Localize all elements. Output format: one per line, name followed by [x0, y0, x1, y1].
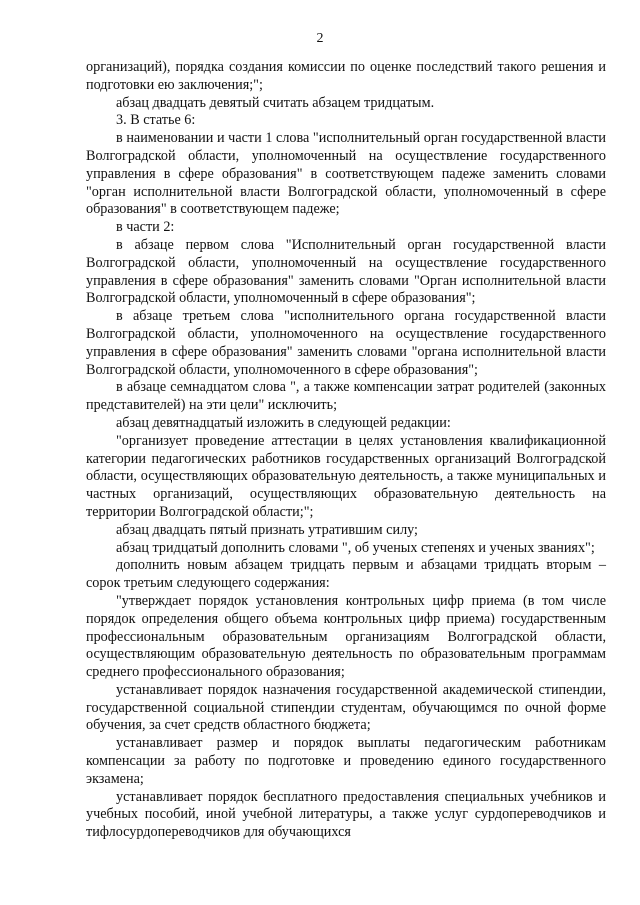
- paragraph-5: в части 2:: [116, 219, 175, 236]
- paragraph-8: в абзаце семнадцатом слова ", а также компенсации затрат родителей (законных представителей) на эти цели" исключить;: [86, 379, 606, 414]
- paragraph-12: абзац тридцатый дополнить словами ", об ученых степенях и ученых званиях";: [116, 539, 595, 556]
- paragraph-3: 3. В статье 6:: [116, 112, 196, 129]
- paragraph-10: "организует проведение аттестации в целях установления квалификационной категории педагогических работников государственных организаций Волгоградской области, осуществляющих образовательную деятельность, а также муниципальных и частных организаций, осуществляющих образовательную деятельность на территории Волгоградской области;";: [86, 432, 606, 520]
- document-body: [86, 59, 606, 842]
- paragraph-17: устанавливает порядок бесплатного предоставления специальных учебников и учебных пособий, иной учебной литературы, а также услуг сурдопереводчиков и тифлосурдопереводчиков для обучающихся: [86, 788, 606, 841]
- paragraph-9: абзац девятнадцатый изложить в следующей редакции:: [116, 414, 451, 431]
- paragraph-4: в наименовании и части 1 слова "исполнительный орган государственной власти Волгоградской области, уполномоченный на осуществление государственного управления в сфере образования" в соответствующем падеже заменить словами "орган исполнительной власти Волгоградской области, уполномоченный в сфере образования" в соответствующем падеже;: [86, 130, 606, 218]
- paragraph-7: в абзаце третьем слова "исполнительного органа государственной власти Волгоградской области, уполномоченного на осуществление государственного управления в сфере образования" заменить словами "органа исполнительной власти Волгоградской области, уполномоченного в сфере образования";: [86, 308, 606, 378]
- paragraph-11: абзац двадцать пятый признать утратившим силу;: [116, 521, 418, 538]
- paragraph-16: устанавливает размер и порядок выплаты педагогическим работникам компенсации за работу по подготовке и проведению единого государственного экзамена;: [86, 735, 606, 787]
- paragraph-2: абзац двадцать девятый считать абзацем тридцатым.: [116, 94, 435, 111]
- paragraph-15: устанавливает порядок назначения государственной академической стипендии, государственной социальной стипендии студентам, обучающимся по очной форме обучения, за счет средств областного бюджета;: [86, 681, 606, 734]
- paragraph-14: "утверждает порядок установления контрольных цифр приема (в том числе порядок определения общего объема контрольных цифр приема) государственным профессиональным образовательным организациям Волгоградской области, осуществляющим образовательную деятельность по образовательным программам среднего профессионального образования;: [86, 592, 606, 681]
- page-number: 2: [316, 31, 324, 46]
- paragraph-1: организаций), порядка создания комиссии по оценке последствий такого решения и подготовки ею заключения;";: [86, 59, 606, 93]
- paragraph-13: дополнить новым абзацем тридцать первым и абзацами тридцать вторым – сорок третьим следующего содержания:: [86, 557, 606, 592]
- paragraph-6: в абзаце первом слова "Исполнительный орган государственной власти Волгоградской области, уполномоченный на осуществление государственного управления в сфере образования" заменить словами "Орган исполнительной власти Волгоградской области, уполномоченный в сфере образования";: [86, 236, 606, 307]
